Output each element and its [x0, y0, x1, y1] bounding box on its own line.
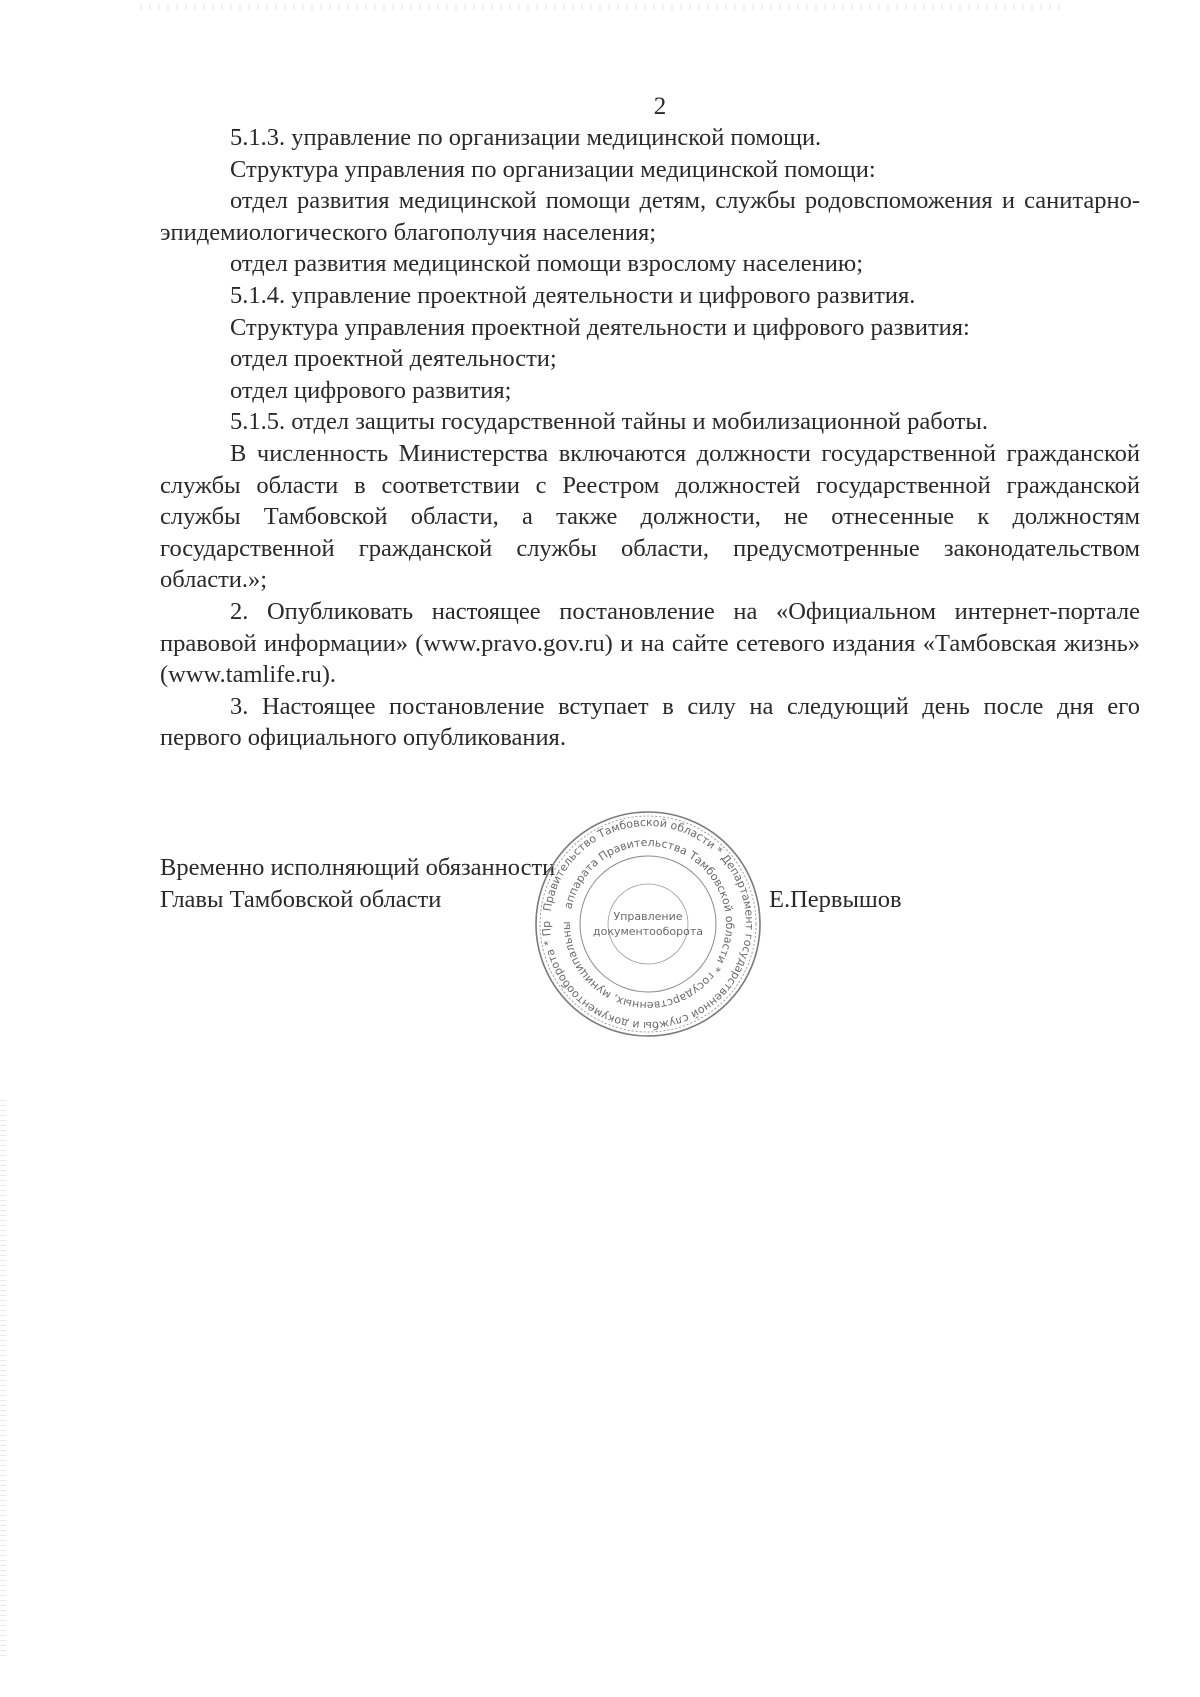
page-number: 2: [653, 93, 667, 120]
seal-inner-ring: [580, 856, 716, 992]
seal-inner-text: аппарата Правительства Тамбовской области * государственных, муниципальны: [559, 835, 737, 1013]
paragraph-staff-count: В численность Министерства включаются должности государственной гражданской службы области в соответствии с Реестром должностей государственной гражданской службы Тамбовской области, а также должности, не отнесенные к должностям государственной гражданской службы области, предусмотренные законодательством области.»;: [160, 439, 1140, 594]
seal-graphic: [532, 808, 764, 1040]
paragraph-5-1-5: 5.1.5. отдел защиты государственной тайны и мобилизационной работы.: [230, 408, 988, 436]
paragraph-dept-projects: отдел проектной деятельности;: [230, 345, 557, 373]
document-body: [160, 122, 1140, 754]
seal-center-line1: Управление: [613, 910, 683, 923]
paragraph-publish: 2. Опубликовать настоящее постановление на «Официальном интернет-портале правовой информации» (www.pravo.gov.ru) и на сайте сетевого издания «Тамбовская жизнь» (www.tamlife.ru).: [160, 597, 1140, 689]
paragraph-5-1-3: 5.1.3. управление по организации медицинской помощи.: [230, 124, 822, 151]
signatory-name: Е.Первышов: [769, 885, 902, 913]
official-seal-stamp: [532, 808, 764, 1040]
seal-outer-text: Правительство Тамбовской области * Департамент государственной службы и документооборота * Пр: [539, 815, 757, 1033]
signatory-position-line2: Главы Тамбовской области: [160, 885, 442, 913]
paragraph-structure-digital: Структура управления проектной деятельности и цифрового развития:: [230, 313, 970, 341]
signatory-position-line1: Временно исполняющий обязанности: [160, 854, 556, 881]
seal-center-ring: [608, 884, 688, 964]
paragraph-effective-date: 3. Настоящее постановление вступает в силу на следующий день после дня его первого официального опубликования.: [160, 692, 1140, 752]
seal-center-line2: документооборота: [593, 925, 703, 938]
paragraph-dept-children: отдел развития медицинской помощи детям, службы родовспоможения и санитарно-эпидемиологического благополучия населения;: [160, 187, 1140, 246]
scan-artifact-top: [140, 4, 1060, 10]
paragraph-dept-adults: отдел развития медицинской помощи взрослому населению;: [230, 250, 864, 278]
paragraph-structure-medical: Структура управления по организации медицинской помощи:: [230, 155, 876, 183]
paragraph-5-1-4: 5.1.4. управление проектной деятельности и цифрового развития.: [230, 281, 916, 309]
paragraph-dept-digital: отдел цифрового развития;: [230, 376, 512, 404]
scan-artifact-edge: [0, 1100, 6, 1660]
